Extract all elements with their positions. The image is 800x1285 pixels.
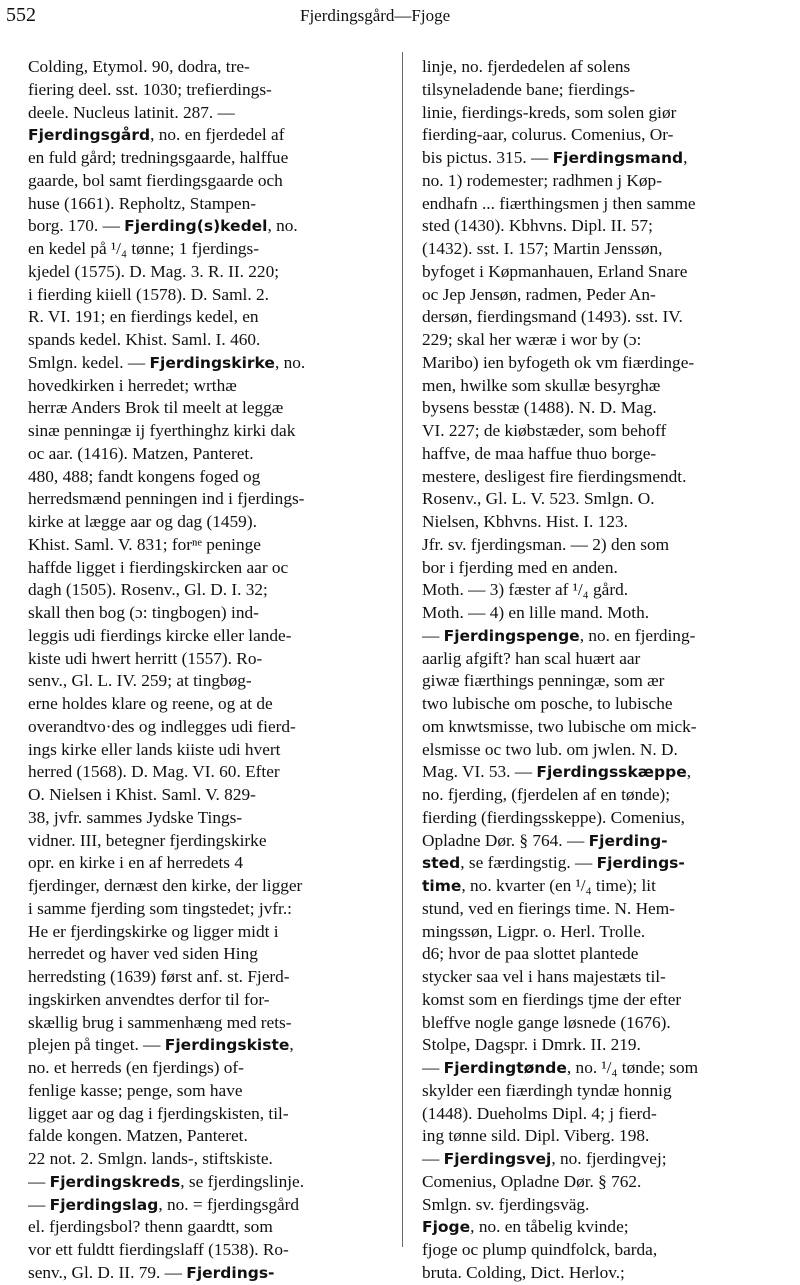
text-line: no. fjerding, (fjerdelen af en tønde); bbox=[422, 785, 671, 804]
text-line: Jfr. sv. fjerdingsman. — 2) den som bbox=[422, 534, 670, 554]
headword: sted bbox=[422, 854, 461, 873]
text-line: Maribo) ien byfogeth ok vm fiærdinge- bbox=[422, 352, 695, 372]
text-line: herræ Anders Brok til meelt at leggæ bbox=[28, 398, 284, 418]
headword: Fjerdingslag bbox=[49, 1195, 159, 1214]
headword: Fjerdingspenge bbox=[443, 626, 580, 645]
text-line: Opladne Dør. § 764. — Fjerding- bbox=[422, 830, 668, 850]
text-line: huse (1661). Repholtz, Stampen- bbox=[28, 193, 256, 213]
text-line: Khist. Saml. V. 831; forⁿᵉ peninge bbox=[28, 534, 261, 554]
text-line: — Fjerdingsvej, no. fjerdingvej; bbox=[422, 1149, 667, 1168]
text-line: Fjoge, no. en tåbelig kvinde; bbox=[422, 1217, 629, 1237]
text-line: sted, se færdingstig. — Fjerdings- bbox=[422, 853, 685, 873]
headword: Fjerdingsmand bbox=[552, 149, 684, 167]
text-line: erne holdes klare og reene, og at de bbox=[28, 694, 273, 713]
text-line: (1448). Dueholms Dipl. 4; j fierd- bbox=[422, 1103, 657, 1123]
headword: Fjerdingskirke bbox=[149, 353, 275, 372]
headword: Fjerdingsskæppe bbox=[536, 763, 687, 782]
text-line: Stolpe, Dagspr. i Dmrk. II. 219. bbox=[422, 1035, 641, 1055]
text-line: kjedel (1575). D. Mag. 3. R. II. 220; bbox=[28, 261, 280, 281]
text-line: stycker saa vel i hans majestæts til- bbox=[422, 967, 666, 986]
text-line: herredet og haver ved siden Hing bbox=[28, 944, 258, 964]
text-line: O. Nielsen i Khist. Saml. V. 829- bbox=[28, 785, 256, 804]
text-line: komst som en fierdings tjme der efter bbox=[422, 989, 682, 1009]
text-line: linie, fierdings-kreds, som solen giør bbox=[422, 102, 677, 122]
text-line: herred (1568). D. Mag. VI. 60. Efter bbox=[28, 762, 280, 782]
text-line: ingskirken anvendtes derfor til for- bbox=[28, 989, 270, 1009]
text-line: mestere, desligest fire fierdingsmendt. bbox=[422, 466, 687, 486]
text-line: aarlig afgift? han scal huært aar bbox=[422, 648, 641, 668]
text-line: Moth. — 3) fæster af ¹/₄ gård. bbox=[422, 580, 629, 600]
text-line: ing tønne sild. Dipl. Viberg. 198. bbox=[422, 1126, 650, 1146]
text-line: bis pictus. 315. — Fjerdingsmand, bbox=[422, 148, 688, 167]
text-line: fjoge oc plump quindfolck, barda, bbox=[422, 1240, 658, 1259]
column-divider bbox=[402, 52, 403, 1247]
text-line: 229; skal her wæræ i wor by (ɔ: bbox=[422, 330, 642, 349]
text-line: sted (1430). Kbhvns. Dipl. II. 57; bbox=[422, 216, 653, 236]
text-line: — Fjerdingspenge, no. en fjerding- bbox=[422, 625, 696, 645]
text-line: en kedel på ¹/₄ tønne; 1 fjerdings- bbox=[28, 239, 259, 258]
text-line: no. et herreds (en fjerdings) of- bbox=[28, 1058, 244, 1077]
text-line: linje, no. fjerdedelen af solens bbox=[422, 57, 631, 76]
running-head: Fjerdingsgård—Fjoge bbox=[300, 6, 451, 25]
text-line: kiste udi hwert herritt (1557). Ro- bbox=[28, 648, 263, 668]
text-line: men, hwilke som skullæ besyrghæ bbox=[422, 375, 661, 395]
text-line: two lubische om posche, to lubische bbox=[422, 694, 673, 713]
text-line: Fjerdingsgård, no. en fjerdedel af bbox=[28, 125, 285, 145]
text-line: 22 not. 2. Smlgn. lands-, stiftskiste. bbox=[28, 1149, 273, 1168]
text-line: 480, 488; fandt kongens foged og bbox=[28, 466, 261, 486]
page-header bbox=[0, 4, 800, 34]
text-line: herredsmænd penningen ind i fjerdings- bbox=[28, 489, 305, 509]
text-line: dagh (1505). Rosenv., Gl. D. I. 32; bbox=[28, 580, 268, 600]
headword: Fjoge bbox=[422, 1218, 471, 1237]
page-number: 552 bbox=[6, 4, 36, 26]
text-line: Colding, Etymol. 90, dodra, tre- bbox=[28, 57, 250, 76]
text-line: — Fjerdingtønde, no. ¹/₄ tønde; som bbox=[422, 1058, 699, 1077]
text-line: vor ett fuldtt fierdingslaff (1538). Ro- bbox=[28, 1240, 289, 1259]
text-line: bor i fjerding med en anden. bbox=[422, 557, 618, 577]
headword: Fjerdingsgård bbox=[28, 126, 151, 145]
text-line: skylder een fiærdingh tyndæ honnig bbox=[422, 1080, 672, 1100]
text-line: (1432). sst. I. 157; Martin Jenssøn, bbox=[422, 239, 663, 258]
text-line: hovedkirken i herredet; wrthæ bbox=[28, 375, 237, 395]
text-line: fierding-aar, colurus. Comenius, Or- bbox=[422, 125, 674, 145]
headword: Fjerdingsvej bbox=[443, 1150, 552, 1168]
text-line: Comenius, Opladne Dør. § 762. bbox=[422, 1171, 642, 1191]
text-line: bysens besstæ (1488). N. D. Mag. bbox=[422, 398, 657, 418]
text-line: i fierding kiiell (1578). D. Saml. 2. bbox=[28, 284, 269, 304]
text-line: oc Jep Jensøn, radmen, Peder An- bbox=[422, 284, 656, 304]
text-line: tilsyneladende bane; fierdings- bbox=[422, 79, 636, 99]
text-line: dersøn, fierdingsmand (1493). sst. IV. bbox=[422, 307, 683, 327]
text-line: Nielsen, Kbhvns. Hist. I. 123. bbox=[422, 512, 628, 531]
text-line: bleffve nogle gange løsnede (1676). bbox=[422, 1012, 671, 1032]
text-line: He er fjerdingskirke og ligger midt i bbox=[28, 921, 279, 941]
text-line: — Fjerdingslag, no. = fjerdingsgård bbox=[28, 1194, 300, 1214]
text-line: skællig brug i sammenhæng med rets- bbox=[28, 1012, 292, 1032]
headword: Fjerdingtønde bbox=[443, 1059, 567, 1077]
text-line: haffve, de maa haffue thuo borge- bbox=[422, 443, 657, 463]
text-line: mingssøn, Ligpr. o. Herl. Trolle. bbox=[422, 921, 646, 941]
text-line: fenlige kasse; penge, som have bbox=[28, 1080, 243, 1100]
text-line: fierding (fierdingsskeppe). Comenius, bbox=[422, 807, 685, 827]
text-line: senv., Gl. L. IV. 259; at tingbøg- bbox=[28, 671, 252, 691]
text-line: herredsting (1639) først anf. st. Fjerd- bbox=[28, 967, 290, 986]
headword: Fjerding(s)kedel bbox=[124, 217, 268, 236]
text-line: gaarde, bol samt fierdingsgaarde och bbox=[28, 170, 283, 190]
text-line: ligget aar og dag i fjerdingskisten, til- bbox=[28, 1103, 289, 1123]
text-line: stund, ved en fierings time. N. Hem- bbox=[422, 898, 675, 918]
text-line: no. 1) rodemester; radhmen j Køp- bbox=[422, 170, 662, 190]
text-line: Rosenv., Gl. L. V. 523. Smlgn. O. bbox=[422, 489, 655, 509]
text-line: en fuld gård; tredningsgaarde, halffue bbox=[28, 148, 289, 167]
text-line: elsmisse oc two lub. om jwlen. N. D. bbox=[422, 739, 678, 759]
text-line: Smlgn. sv. fjerdingsväg. bbox=[422, 1194, 590, 1214]
text-line: leggis udi fierdings kircke eller lande- bbox=[28, 625, 292, 645]
text-line: plejen på tinget. — Fjerdingskiste, bbox=[28, 1035, 294, 1055]
headword: time bbox=[422, 877, 462, 895]
text-line: oc aar. (1416). Matzen, Panteret. bbox=[28, 443, 254, 463]
text-line: bruta. Colding, Dict. Herlov.; bbox=[422, 1262, 625, 1282]
text-line: el. fjerdingsbol? thenn gaardtt, som bbox=[28, 1217, 273, 1237]
text-line: Smlgn. kedel. — Fjerdingskirke, no. bbox=[28, 352, 306, 372]
text-line: sinæ penningæ ij fyerthinghz kirki dak bbox=[28, 421, 296, 440]
text-line: time, no. kvarter (en ¹/₄ time); lit bbox=[422, 876, 656, 895]
text-line: overandtvo·des og indlegges udi fierd- bbox=[28, 716, 296, 736]
text-line: — Fjerdingskreds, se fjerdingslinje. bbox=[28, 1171, 305, 1191]
text-line: Moth. — 4) en lille mand. Moth. bbox=[422, 603, 650, 622]
text-line: senv., Gl. D. II. 79. — Fjerdings- bbox=[28, 1262, 275, 1282]
text-line: d6; hvor de paa slottet plantede bbox=[422, 944, 639, 964]
text-line: deele. Nucleus latinit. 287. — bbox=[28, 102, 235, 122]
headword: Fjerdings- bbox=[596, 854, 685, 873]
text-line: 38, jvfr. sammes Jydske Tings- bbox=[28, 807, 243, 827]
headword: Fjerding- bbox=[588, 831, 668, 850]
text-line: skall then bog (ɔ: tingbogen) ind- bbox=[28, 603, 259, 622]
text-line: spands kedel. Khist. Saml. I. 460. bbox=[28, 330, 261, 349]
text-line: borg. 170. — Fjerding(s)kedel, no. bbox=[28, 216, 298, 236]
text-line: byfoget i Køpmanhauen, Erland Snare bbox=[422, 261, 688, 281]
text-line: fjerdinger, dernæst den kirke, der ligger bbox=[28, 876, 303, 895]
left-column bbox=[28, 56, 390, 1285]
text-line: fiering deel. sst. 1030; trefierdings- bbox=[28, 79, 272, 99]
text-line: endhafn ... fiærthingsmen j then samme bbox=[422, 193, 696, 213]
text-line: giwæ fiærthings penningæ, som ær bbox=[422, 671, 665, 691]
text-line: i samme fjerding som tingstedet; jvfr.: bbox=[28, 898, 292, 918]
headword: Fjerdingskreds bbox=[49, 1172, 181, 1191]
text-line: R. VI. 191; en fierdings kedel, en bbox=[28, 307, 259, 327]
text-line: kirke at lægge aar og dag (1459). bbox=[28, 512, 257, 531]
text-line: Mag. VI. 53. — Fjerdingsskæppe, bbox=[422, 762, 692, 782]
headword: Fjerdingskiste bbox=[164, 1036, 290, 1055]
text-line: ings kirke eller lands kiiste udi hvert bbox=[28, 739, 281, 759]
text-line: om knwtsmisse, two lubische om mick- bbox=[422, 716, 697, 736]
text-line: haffde ligget i fierdingskircken aar oc bbox=[28, 557, 289, 577]
headword: Fjerdings- bbox=[186, 1263, 275, 1282]
text-line: vidner. III, betegner fjerdingskirke bbox=[28, 830, 267, 850]
text-line: VI. 227; de kiøbstæder, som behoff bbox=[422, 421, 667, 440]
text-line: opr. en kirke i en af herredets 4 bbox=[28, 853, 243, 873]
right-column bbox=[422, 56, 790, 1285]
text-line: falde kongen. Matzen, Panteret. bbox=[28, 1126, 248, 1146]
